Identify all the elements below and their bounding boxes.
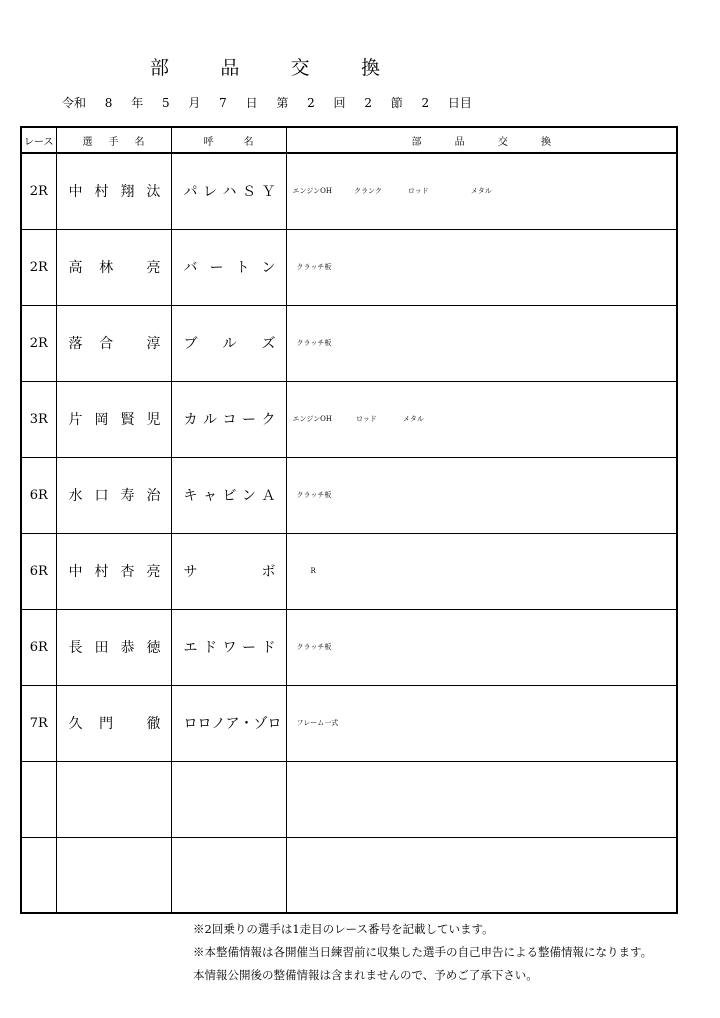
rider-name-char: 林 — [99, 260, 114, 276]
call-name-char: キ — [183, 488, 198, 504]
call-name-char: Ｓ — [242, 184, 256, 201]
header-char: 品 — [454, 136, 465, 148]
call-name-char: ー — [242, 412, 256, 428]
call-name-char: ン — [261, 260, 276, 276]
date-token: 節 — [390, 96, 403, 110]
rider-name — [56, 685, 171, 761]
race-number: 3R — [21, 381, 56, 457]
call-name-char: ー — [209, 260, 224, 276]
call-name — [171, 229, 286, 305]
rider-name — [56, 457, 171, 533]
call-name-char: ア — [225, 716, 240, 732]
race-number: 2R — [21, 229, 56, 305]
table-row — [21, 837, 677, 913]
header-char: 呼 — [203, 136, 214, 148]
header-char: 選 — [82, 136, 93, 148]
table-row — [21, 153, 677, 229]
call-name-char: ブ — [183, 336, 198, 352]
call-name-char: ン — [242, 488, 256, 504]
rider-name-char: 門 — [99, 716, 114, 732]
call-name-char: Ｙ — [261, 184, 276, 201]
race-number: 6R — [21, 533, 56, 609]
call-name — [171, 533, 286, 609]
rider-name-char: 田 — [94, 640, 109, 656]
parts-exchange — [286, 305, 677, 381]
call-name-char: ハ — [222, 184, 237, 201]
call-name — [171, 609, 286, 685]
part-item: クラッチ板 — [296, 263, 332, 271]
date-token: 7 — [219, 96, 227, 110]
part-item: クランク — [354, 187, 382, 196]
parts-exchange — [286, 229, 677, 305]
footnote: 本情報公開後の整備情報は含まれませんので、予めご了承下さい。 — [193, 968, 538, 982]
col-header-parts — [286, 127, 677, 153]
part-item: ロッド — [356, 415, 377, 423]
parts-exchange — [286, 609, 677, 685]
call-name-char: ド — [261, 640, 276, 656]
rider-name-char: 高 — [68, 260, 83, 276]
part-item: フレーム一式 — [296, 719, 339, 727]
date-line — [62, 95, 472, 111]
rider-name — [56, 229, 171, 305]
title-char: 品 — [220, 57, 240, 79]
call-name — [171, 685, 286, 761]
header-char: 換 — [540, 136, 551, 148]
page-title — [150, 56, 380, 80]
call-name-char: パ — [183, 184, 198, 201]
call-name-char: ・ — [239, 716, 254, 732]
rider-name-char: 水 — [68, 488, 83, 504]
part-item: R — [310, 567, 316, 575]
header-char: 交 — [497, 136, 508, 148]
date-token: 8 — [104, 96, 113, 110]
call-name-char: ワ — [222, 640, 237, 656]
call-name-char: サ — [183, 564, 198, 580]
col-header-call — [171, 127, 286, 153]
table-header-row — [21, 127, 677, 153]
call-name — [171, 381, 286, 457]
header-char: 名 — [134, 136, 145, 148]
rider-name-char: 中 — [68, 184, 83, 201]
parts-exchange-table — [20, 126, 678, 914]
call-name — [171, 305, 286, 381]
rider-name-char: 合 — [99, 336, 114, 352]
rider-name-char: 村 — [94, 564, 109, 580]
part-item: メタル — [470, 187, 492, 196]
date-token: 日 — [245, 96, 258, 110]
race-number: 6R — [21, 457, 56, 533]
date-token: 2 — [307, 96, 315, 110]
part-item: メタル — [402, 415, 424, 423]
date-token: 回 — [333, 96, 346, 110]
call-name-char: ク — [261, 412, 276, 428]
call-name-char: ル — [222, 336, 237, 352]
title-char: 部 — [150, 57, 170, 79]
call-name — [171, 761, 286, 837]
date-token: 令和 — [62, 96, 87, 110]
call-name — [171, 153, 286, 229]
call-name-char: ゾ — [253, 716, 268, 732]
parts-exchange — [286, 457, 677, 533]
table-row — [21, 229, 677, 305]
rider-name-char: 翔 — [120, 184, 135, 201]
table-row — [21, 381, 677, 457]
rider-name-char: 中 — [68, 564, 83, 580]
rider-name — [56, 837, 171, 913]
call-name-char: バ — [183, 260, 198, 276]
call-name — [171, 837, 286, 913]
part-item: クラッチ板 — [296, 491, 332, 499]
date-token: 第 — [276, 96, 289, 110]
rider-name-char: 児 — [146, 412, 161, 428]
call-name-char: コ — [222, 412, 237, 428]
call-name-char: ル — [203, 412, 217, 428]
call-name-char: ズ — [261, 336, 276, 352]
date-token: 年 — [131, 96, 144, 110]
header-char: 部 — [411, 136, 422, 148]
title-char: 換 — [360, 57, 380, 79]
header-char: 名 — [243, 136, 254, 148]
call-name-char: ト — [235, 260, 250, 276]
part-item: エンジンOH — [292, 415, 332, 423]
rider-name — [56, 153, 171, 229]
rider-name — [56, 609, 171, 685]
parts-exchange — [286, 761, 677, 837]
parts-exchange — [286, 533, 677, 609]
race-number — [21, 761, 56, 837]
rider-name-char: 汰 — [146, 184, 161, 201]
rider-name-char: 長 — [68, 640, 83, 656]
rider-name-char: 治 — [146, 488, 161, 504]
part-item: ロッド — [407, 187, 429, 196]
race-number: 6R — [21, 609, 56, 685]
rider-name-char: 杏 — [120, 564, 135, 580]
rider-name-char: 岡 — [94, 412, 109, 428]
date-token: 2 — [364, 96, 372, 110]
rider-name — [56, 305, 171, 381]
part-item: クラッチ板 — [296, 643, 332, 651]
date-token: 月 — [188, 96, 201, 110]
rider-name-char: 賢 — [120, 412, 135, 428]
footnote: ※2回乗りの選手は1走目のレース番号を記載しています。 — [193, 922, 494, 936]
call-name — [171, 457, 286, 533]
rider-name-char: 徹 — [146, 716, 161, 732]
rider-name-char: 片 — [68, 412, 83, 428]
table-row — [21, 609, 677, 685]
rider-name — [56, 533, 171, 609]
call-name-char: ド — [203, 640, 217, 656]
rider-name-char: 淳 — [146, 336, 161, 352]
part-item: エンジンOH — [292, 187, 332, 196]
call-name-char: ロ — [267, 716, 282, 732]
table-row — [21, 533, 677, 609]
call-name-char: ボ — [261, 564, 276, 580]
date-token: 5 — [161, 96, 170, 110]
call-name-char: ロ — [183, 716, 198, 732]
race-number — [21, 837, 56, 913]
race-number: 7R — [21, 685, 56, 761]
call-name-char: ビ — [222, 488, 237, 504]
rider-name-char: 口 — [94, 488, 109, 504]
call-name-char: ー — [242, 640, 256, 656]
parts-exchange — [286, 685, 677, 761]
parts-exchange — [286, 381, 677, 457]
call-name-char: カ — [183, 412, 198, 428]
call-name-char: レ — [203, 184, 217, 201]
race-number: 2R — [21, 153, 56, 229]
table-row — [21, 305, 677, 381]
part-item: クラッチ板 — [296, 339, 332, 347]
date-token: 日目 — [447, 96, 472, 110]
call-name-char: エ — [183, 640, 198, 656]
title-char: 交 — [290, 57, 310, 79]
rider-name-char: 恭 — [120, 640, 135, 656]
call-name-char: ノ — [211, 716, 226, 732]
rider-name-char: 亮 — [146, 260, 161, 276]
rider-name-char: 寿 — [120, 488, 135, 504]
footnotes — [193, 918, 693, 987]
parts-exchange — [286, 837, 677, 913]
table-row — [21, 761, 677, 837]
rider-name-char: 久 — [68, 716, 83, 732]
col-header-race: レース — [21, 127, 56, 153]
header-char: 手 — [108, 136, 119, 148]
rider-name — [56, 761, 171, 837]
call-name-char: ャ — [203, 488, 217, 504]
table-row — [21, 685, 677, 761]
rider-name — [56, 381, 171, 457]
race-number: 2R — [21, 305, 56, 381]
rider-name-char: 落 — [68, 336, 83, 352]
parts-exchange — [286, 153, 677, 229]
table-row — [21, 457, 677, 533]
footnote: ※本整備情報は各開催当日練習前に収集した選手の自己申告による整備情報になります。 — [193, 945, 653, 959]
date-token: 2 — [421, 96, 430, 110]
rider-name-char: 村 — [94, 184, 109, 201]
rider-name-char: 亮 — [146, 564, 161, 580]
call-name-char: Ａ — [261, 488, 276, 504]
call-name-char: ロ — [197, 716, 212, 732]
rider-name-char: 徳 — [146, 640, 161, 656]
col-header-name — [56, 127, 171, 153]
